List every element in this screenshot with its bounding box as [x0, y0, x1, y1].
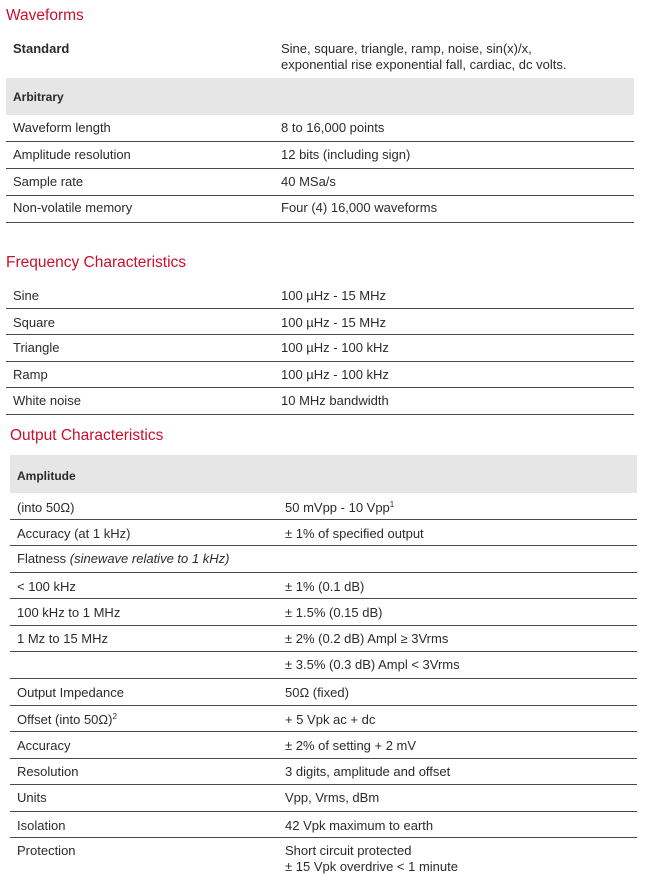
resolution-label: Resolution: [17, 764, 79, 779]
row-value: 10 MHz bandwidth: [281, 393, 389, 408]
footnote-marker: 1: [389, 500, 395, 509]
output-title: Output Characteristics: [10, 427, 164, 444]
flatness-note: (sinewave relative to 1 kHz): [69, 551, 230, 566]
amplitude-header-row: [10, 455, 637, 493]
row-label: Square: [13, 315, 55, 330]
standard-value-line2: exponential rise exponential fall, cardiac, dc volts.: [281, 57, 567, 72]
m1-value-b: ± 3.5% (0.3 dB) Ampl < 3Vrms: [285, 657, 460, 672]
frequency-table: [6, 282, 634, 415]
row-value: 100 µHz - 15 MHz: [281, 315, 387, 330]
standard-value-line1: Sine, square, triangle, ramp, noise, sin(x)/x,: [281, 41, 532, 56]
lt100-label: < 100 kHz: [17, 579, 76, 594]
table-row: [6, 388, 634, 415]
table-row: [10, 732, 637, 759]
table-row: [10, 838, 637, 878]
row-label: White noise: [13, 393, 81, 408]
isolation-value: 42 Vpk maximum to earth: [285, 818, 434, 833]
accuracy-1khz-label: Accuracy (at 1 kHz): [17, 526, 131, 541]
protection-label: Protection: [17, 843, 76, 858]
table-row: [10, 520, 637, 546]
table-row: [10, 759, 637, 785]
table-row: [10, 706, 637, 732]
row-value: 8 to 16,000 points: [281, 120, 385, 135]
lt100-value: ± 1% (0.1 dB): [285, 579, 365, 594]
protection-value-b: ± 15 Vpk overdrive < 1 minute: [285, 859, 458, 874]
m1-value-a: ± 2% (0.2 dB) Ampl ≥ 3Vrms: [285, 631, 449, 646]
isolation-label: Isolation: [17, 818, 66, 833]
waveforms-title: Waveforms: [6, 7, 84, 24]
standard-label: Standard: [13, 41, 70, 56]
row-value: 100 µHz - 100 kHz: [281, 340, 389, 355]
protection-value-a: Short circuit protected: [285, 843, 412, 858]
table-row: [6, 282, 634, 309]
into50-value: 50 mVpp - 10 Vpp$^1$: [285, 500, 395, 515]
m1-label: 1 Mz to 15 MHz: [17, 631, 109, 646]
table-row: [6, 196, 634, 223]
table-row: [6, 142, 634, 169]
row-value: 100 µHz - 15 MHz: [281, 288, 387, 303]
row-label: Sample rate: [13, 174, 84, 189]
table-row: [6, 335, 634, 362]
table-row: [10, 546, 637, 573]
arbitrary-header: Arbitrary: [13, 90, 64, 104]
row-label: Amplitude resolution: [13, 147, 131, 162]
accuracy-1khz-value: ± 1% of specified output: [285, 526, 424, 541]
table-row: [10, 812, 637, 838]
into50-label: (into 50Ω): [17, 500, 75, 515]
frequency-title: Frequency Characteristics: [6, 254, 187, 271]
units-value: Vpp, Vrms, dBm: [285, 790, 380, 805]
footnote-marker: 2: [112, 712, 117, 721]
flatness-label: Flatness (sinewave relative to 1 kHz): [17, 551, 230, 566]
resolution-value: 3 digits, amplitude and offset: [285, 764, 451, 779]
table-row: [10, 573, 637, 599]
table-row: [10, 493, 637, 520]
table-row: [6, 115, 634, 142]
output-table: [10, 455, 637, 878]
impedance-value: 50Ω (fixed): [285, 685, 349, 700]
row-value: Four (4) 16,000 waveforms: [281, 200, 438, 215]
row-label: Non-volatile memory: [13, 200, 133, 215]
table-row: [6, 169, 634, 196]
table-row: [6, 309, 634, 335]
offset-value: + 5 Vpk ac + dc: [285, 712, 376, 727]
table-row: [10, 679, 637, 706]
row-value: 100 µHz - 100 kHz: [281, 367, 389, 382]
row-label: Triangle: [13, 340, 60, 355]
standard-row: [6, 30, 634, 78]
table-row: [10, 626, 637, 652]
k100-value: ± 1.5% (0.15 dB): [285, 605, 383, 620]
table-row: [6, 362, 634, 388]
amplitude-header: Amplitude: [17, 469, 76, 483]
row-label: Ramp: [13, 367, 48, 382]
row-value: 40 MSa/s: [281, 174, 336, 189]
impedance-label: Output Impedance: [17, 685, 124, 700]
waveforms-table: [6, 30, 634, 223]
table-row: [10, 599, 637, 626]
k100-label: 100 kHz to 1 MHz: [17, 605, 121, 620]
accuracy-label: Accuracy: [17, 738, 71, 753]
units-label: Units: [17, 790, 47, 805]
table-row: [10, 785, 637, 812]
table-row: [10, 652, 637, 679]
arbitrary-header-row: [6, 78, 634, 115]
row-label: Sine: [13, 288, 40, 303]
offset-label: Offset (into 50Ω)$^2$: [17, 712, 117, 727]
accuracy-value: ± 2% of setting + 2 mV: [285, 738, 417, 753]
row-value: 12 bits (including sign): [281, 147, 411, 162]
row-label: Waveform length: [13, 120, 111, 135]
